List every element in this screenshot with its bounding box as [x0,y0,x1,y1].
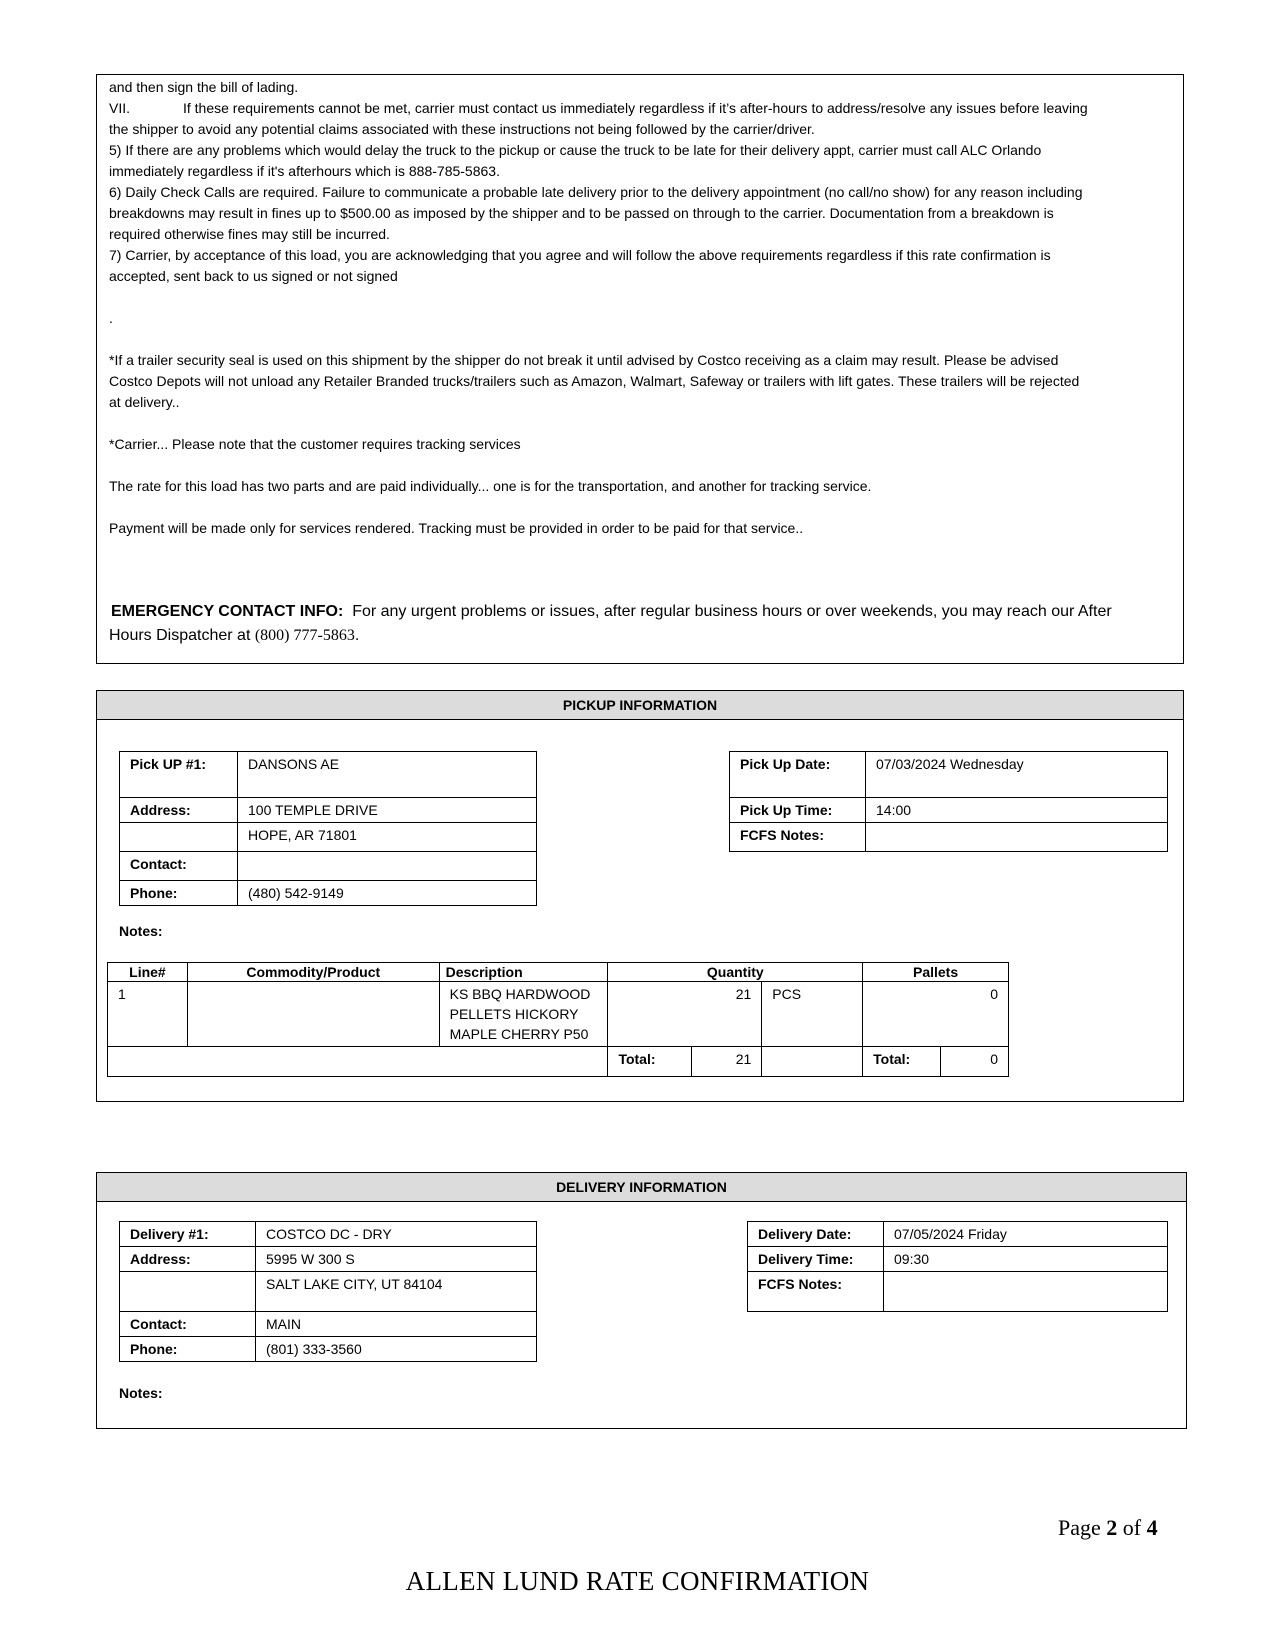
terms-box [96,74,1184,664]
pickup-location-table [119,751,537,906]
delivery-date-value: 07/05/2024 Friday [884,1222,1168,1247]
commodity-table [107,962,1009,1077]
delivery-fcfs-label: FCFS Notes: [748,1272,884,1312]
pickup-address-label: Address: [120,798,238,823]
pickup-number-label: Pick UP #1: [120,752,238,798]
table-row [108,982,1009,1047]
terms-line: 7) Carrier, by acceptance of this load, you are acknowledging that you agree and will follow the above requirements regardless if this rate confirmation is [109,247,1051,263]
col-header-quantity: Quantity [608,963,863,982]
description-line: KS BBQ HARDWOOD [449,986,591,1002]
page-of: of [1117,1515,1147,1540]
terms-line-text: If these requirements cannot be met, carrier must contact us immediately regardless if it’s after-hours to address/resolve any issues before leaving [183,100,1088,116]
cell-unit: PCS [762,982,863,1047]
col-header-commodity: Commodity/Product [187,963,439,982]
terms-line: The rate for this load has two parts and are paid individually... one is for the transportation, and another for tracking service. [109,478,872,494]
terms-line: Payment will be made only for services rendered. Tracking must be provided in order to be paid for that service.. [109,520,804,536]
pickup-address-line1: 100 TEMPLE DRIVE [238,798,537,823]
pickup-address-line2: HOPE, AR 71801 [238,823,537,852]
description-line: MAPLE CHERRY P50 [449,1026,589,1042]
delivery-address-line2: SALT LAKE CITY, UT 84104 [256,1272,537,1312]
terms-line: and then sign the bill of lading. [109,79,299,95]
pickup-schedule-table [729,751,1168,852]
delivery-date-label: Delivery Date: [748,1222,884,1247]
pickup-name: DANSONS AE [238,752,537,798]
pallets-total-value: 0 [941,1047,1009,1077]
terms-line [109,98,1088,119]
document-title: ALLEN LUND RATE CONFIRMATION [405,1566,870,1596]
pickup-time-value: 14:00 [866,798,1168,823]
delivery-location-table [119,1221,537,1362]
cell-commodity [187,982,439,1047]
pickup-date-label: Pick Up Date: [730,752,866,798]
terms-line: 5) If there are any problems which would delay the truck to the pickup or cause the truck to be late for their delivery appt, carrier must call ALC Orlando [109,142,1042,158]
pickup-phone-value: (480) 542-9149 [238,881,537,906]
pickup-section-header: PICKUP INFORMATION [97,691,1183,720]
pickup-fcfs-value [866,823,1168,852]
pickup-notes-label: Notes: [119,923,163,939]
terms-line: accepted, sent back to us signed or not signed [109,268,398,284]
delivery-schedule-table [747,1221,1168,1312]
terms-line: at delivery.. [109,394,180,410]
emergency-text-2: Hours Dispatcher at [109,627,255,644]
delivery-number-label: Delivery #1: [120,1222,256,1247]
col-header-pallets: Pallets [863,963,1009,982]
delivery-time-value: 09:30 [884,1247,1168,1272]
roman-numeral: VII. [109,100,131,116]
terms-line: breakdowns may result in fines up to $500.00 as imposed by the shipper and to be passed on through to the carrier. Documentation from a breakdown is [109,205,1054,221]
delivery-notes-label: Notes: [119,1385,163,1401]
page-number [1058,1515,1158,1541]
terms-line: immediately regardless if it's afterhours which is 888-785-5863. [109,163,500,179]
page-total: 4 [1146,1515,1158,1540]
cell-description [439,982,608,1047]
pickup-fcfs-label: FCFS Notes: [730,823,866,852]
emergency-end: . [354,627,360,644]
emergency-contact [111,600,1112,624]
delivery-contact-label: Contact: [120,1312,256,1337]
pickup-phone-label: Phone: [120,881,238,906]
emergency-text: For any urgent problems or issues, after regular business hours or over weekends, you may reach our After [352,603,1112,620]
quantity-total-label: Total: [608,1047,692,1077]
terms-line: the shipper to avoid any potential claims associated with these instructions not being followed by the carrier/driver. [109,121,815,137]
emergency-phone: (800) 777-5863 [254,627,355,644]
col-header-description: Description [439,963,608,982]
delivery-time-label: Delivery Time: [748,1247,884,1272]
cell-quantity: 21 [608,982,762,1047]
page-current: 2 [1106,1515,1118,1540]
emergency-label: EMERGENCY CONTACT INFO: [111,603,344,620]
delivery-phone-value: (801) 333-3560 [256,1337,537,1362]
terms-line: Costco Depots will not unload any Retailer Branded trucks/trailers such as Amazon, Walmart, Safeway or trailers with lift gates. These trailers will be rejected [109,373,1080,389]
delivery-section [96,1172,1187,1429]
cell-line: 1 [108,982,188,1047]
delivery-contact-value: MAIN [256,1312,537,1337]
empty-cell [108,1047,608,1077]
delivery-address-label: Address: [120,1247,256,1272]
cell-pallets: 0 [863,982,1009,1047]
empty-cell [762,1047,863,1077]
delivery-section-header: DELIVERY INFORMATION [97,1173,1186,1202]
pallets-total-label: Total: [863,1047,941,1077]
pickup-section [96,690,1184,1102]
terms-line: . [109,310,113,326]
pickup-date-value: 07/03/2024 Wednesday [866,752,1168,798]
description-line: PELLETS HICKORY [449,1006,579,1022]
delivery-name: COSTCO DC - DRY [256,1222,537,1247]
empty-cell [120,823,238,852]
empty-cell [120,1272,256,1312]
delivery-address-line1: 5995 W 300 S [256,1247,537,1272]
quantity-total-value: 21 [692,1047,762,1077]
page-prefix: Page [1058,1515,1107,1540]
terms-line: required otherwise fines may still be incurred. [109,226,390,242]
col-header-line: Line# [108,963,188,982]
terms-line: *Carrier... Please note that the customer requires tracking services [109,436,521,452]
terms-line: 6) Daily Check Calls are required. Failure to communicate a probable late delivery prior to the delivery appointment (no call/no show) for any reason including [109,184,1083,200]
emergency-contact-line2 [109,624,359,648]
pickup-contact-label: Contact: [120,852,238,881]
delivery-fcfs-value [884,1272,1168,1312]
total-row [108,1047,1009,1077]
pickup-time-label: Pick Up Time: [730,798,866,823]
pickup-contact-value [238,852,537,881]
terms-line: *If a trailer security seal is used on this shipment by the shipper do not break it until advised by Costco receiving as a claim may result. Please be advised [109,352,1059,368]
delivery-phone-label: Phone: [120,1337,256,1362]
